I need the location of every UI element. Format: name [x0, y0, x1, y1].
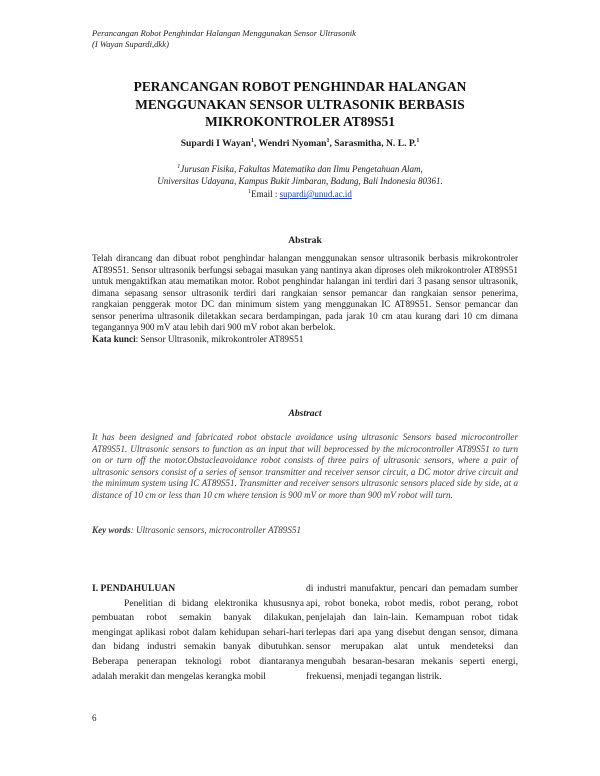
- running-head: [92, 28, 356, 50]
- author-3-sup: 1: [416, 138, 420, 144]
- author-2: Wendri Nyoman: [258, 138, 327, 150]
- abstrak-heading: Abstrak: [288, 235, 322, 246]
- paper-title: [60, 78, 540, 131]
- title-line-3: MIKROKONTROLER AT89S51: [205, 114, 395, 129]
- intro-heading: I. PENDAHULUAN: [92, 583, 176, 594]
- abstrak-text: Telah dirancang dan dibuat robot penghindar halangan menggunakan sensor ultrasonik berbasis mikrokontroler AT89S51. Sensor ultrasonik berfungsi sebagai masukan yang nantinya akan diproses oleh mikrokontroler AT89S51 untuk mengaktifkan atau mematikan motor. Robot penghindar halangan ini terdiri dari 3 pasang sensor ultrasonik, dimana sepasang sensor ultrasonik terdiri dari rangkaian sensor pemancar dan rangkaian sensor penerima, rangkaian penggerak motor DC dan minimum sistem yang menggunakan IC AT89S51. Sensor pemancar dan sensor penerima ultrasonik diletakkan secara berdampingan, pada jarak 10 cm atau kurang dari 10 cm dimana tegangannya 900 mV atau lebih dari 900 mV robot akan berbelok.: [92, 253, 518, 332]
- running-head-title: Perancangan Robot Penghindar Halangan Menggunakan Sensor Ultrasonik: [92, 28, 356, 38]
- email-sup: 1: [248, 189, 252, 195]
- author-list: [60, 138, 540, 149]
- running-head-authors: (I Wayan Supardi,dkk): [92, 39, 169, 49]
- email-line: [60, 187, 540, 201]
- affiliation-line-2: Universitas Udayana, Kampus Bukit Jimbaran, Badung, Bali Indonesia 80361.: [157, 175, 443, 186]
- key-words: [92, 525, 518, 535]
- title-line-1: PERANCANGAN ROBOT PENGHINDAR HALANGAN: [133, 79, 467, 94]
- affiliation: [60, 162, 540, 201]
- intro-right-column: [306, 582, 518, 684]
- author-2-sup: 1: [326, 138, 330, 144]
- author-1: Supardi I Wayan: [180, 138, 251, 150]
- abstract-heading: Abstract: [288, 408, 322, 419]
- intro-left-text: Penelitian di bidang elektronika khususnya pembuatan robot semakin banyak dilakukan, mengingat aplikasi robot dalam kehidupan sehari-hari dan bidang industri semakin banyak dibutuhkan. Beberapa penerapan teknologi robot diantaranya adalah merakit dan mengelas kerangka mobil: [92, 597, 304, 682]
- title-line-2: MENGGUNAKAN SENSOR ULTRASONIK BERBASIS: [135, 96, 465, 112]
- kata-kunci-label: Kata kunci: [92, 334, 136, 344]
- key-words-text: : Ultrasonic sensors, microcontroller AT89S51: [130, 525, 301, 535]
- key-words-label: Key words: [92, 525, 131, 535]
- affiliation-sup: 1: [177, 164, 181, 170]
- author-3: Sarasmitha, N. L. P.: [334, 138, 417, 150]
- author-1-sup: 1: [250, 138, 254, 144]
- abstract-text: It has been designed and fabricated robot obstacle avoidance using ultrasonic Sensors based microcontroller AT89S51. Ultrasonic sensors to function as an input that will beprocessed by the microcontroller AT89S51 to turn on or turn off the motor.Obstacleavoidance robot consists of three pairs of ultrasonic sensors, where a pair of ultrasonic sensors consist of a series of sensor transmitter and receiver sensor circuit, a DC motor drive circuit and the minimum system using IC AT89S51. Transmitter and receiver sensors ultrasonic sensors placed side by side, at a distance of 10 cm or less than 10 cm where tension is 900 mV or more than 900 mV robot will turn.: [92, 432, 518, 500]
- author-separator: ,: [253, 138, 259, 150]
- author-separator: ,: [329, 138, 335, 150]
- kata-kunci-text: : Sensor Ultrasonik, mikrokontroler AT89S51: [135, 334, 304, 344]
- kata-kunci: [92, 334, 518, 344]
- email-label: Email :: [251, 189, 280, 199]
- intro-right-text: di industri manufaktur, pencari dan pemadam sumber api, robot boneka, robot medis, robot perang, robot penjelajah dan lain-lain. Kemampuan robot tidak terlepas dari apa yang disebut dengan sensor, dimana sensor merupakan alat untuk mendeteksi dan mengubah besaran-besaran mekanis seperti energi, frekuensi, menjadi tegangan listrik.: [306, 583, 518, 682]
- intro-left-column: [92, 582, 304, 684]
- email-link[interactable]: supardi@unud.ac.id: [279, 189, 352, 199]
- affiliation-line-1: $^1$Jurusan Fisika, Fakultas Matematika dan Ilmu Pengetahuan Alam,: [177, 164, 423, 174]
- page-number: 6: [92, 713, 97, 723]
